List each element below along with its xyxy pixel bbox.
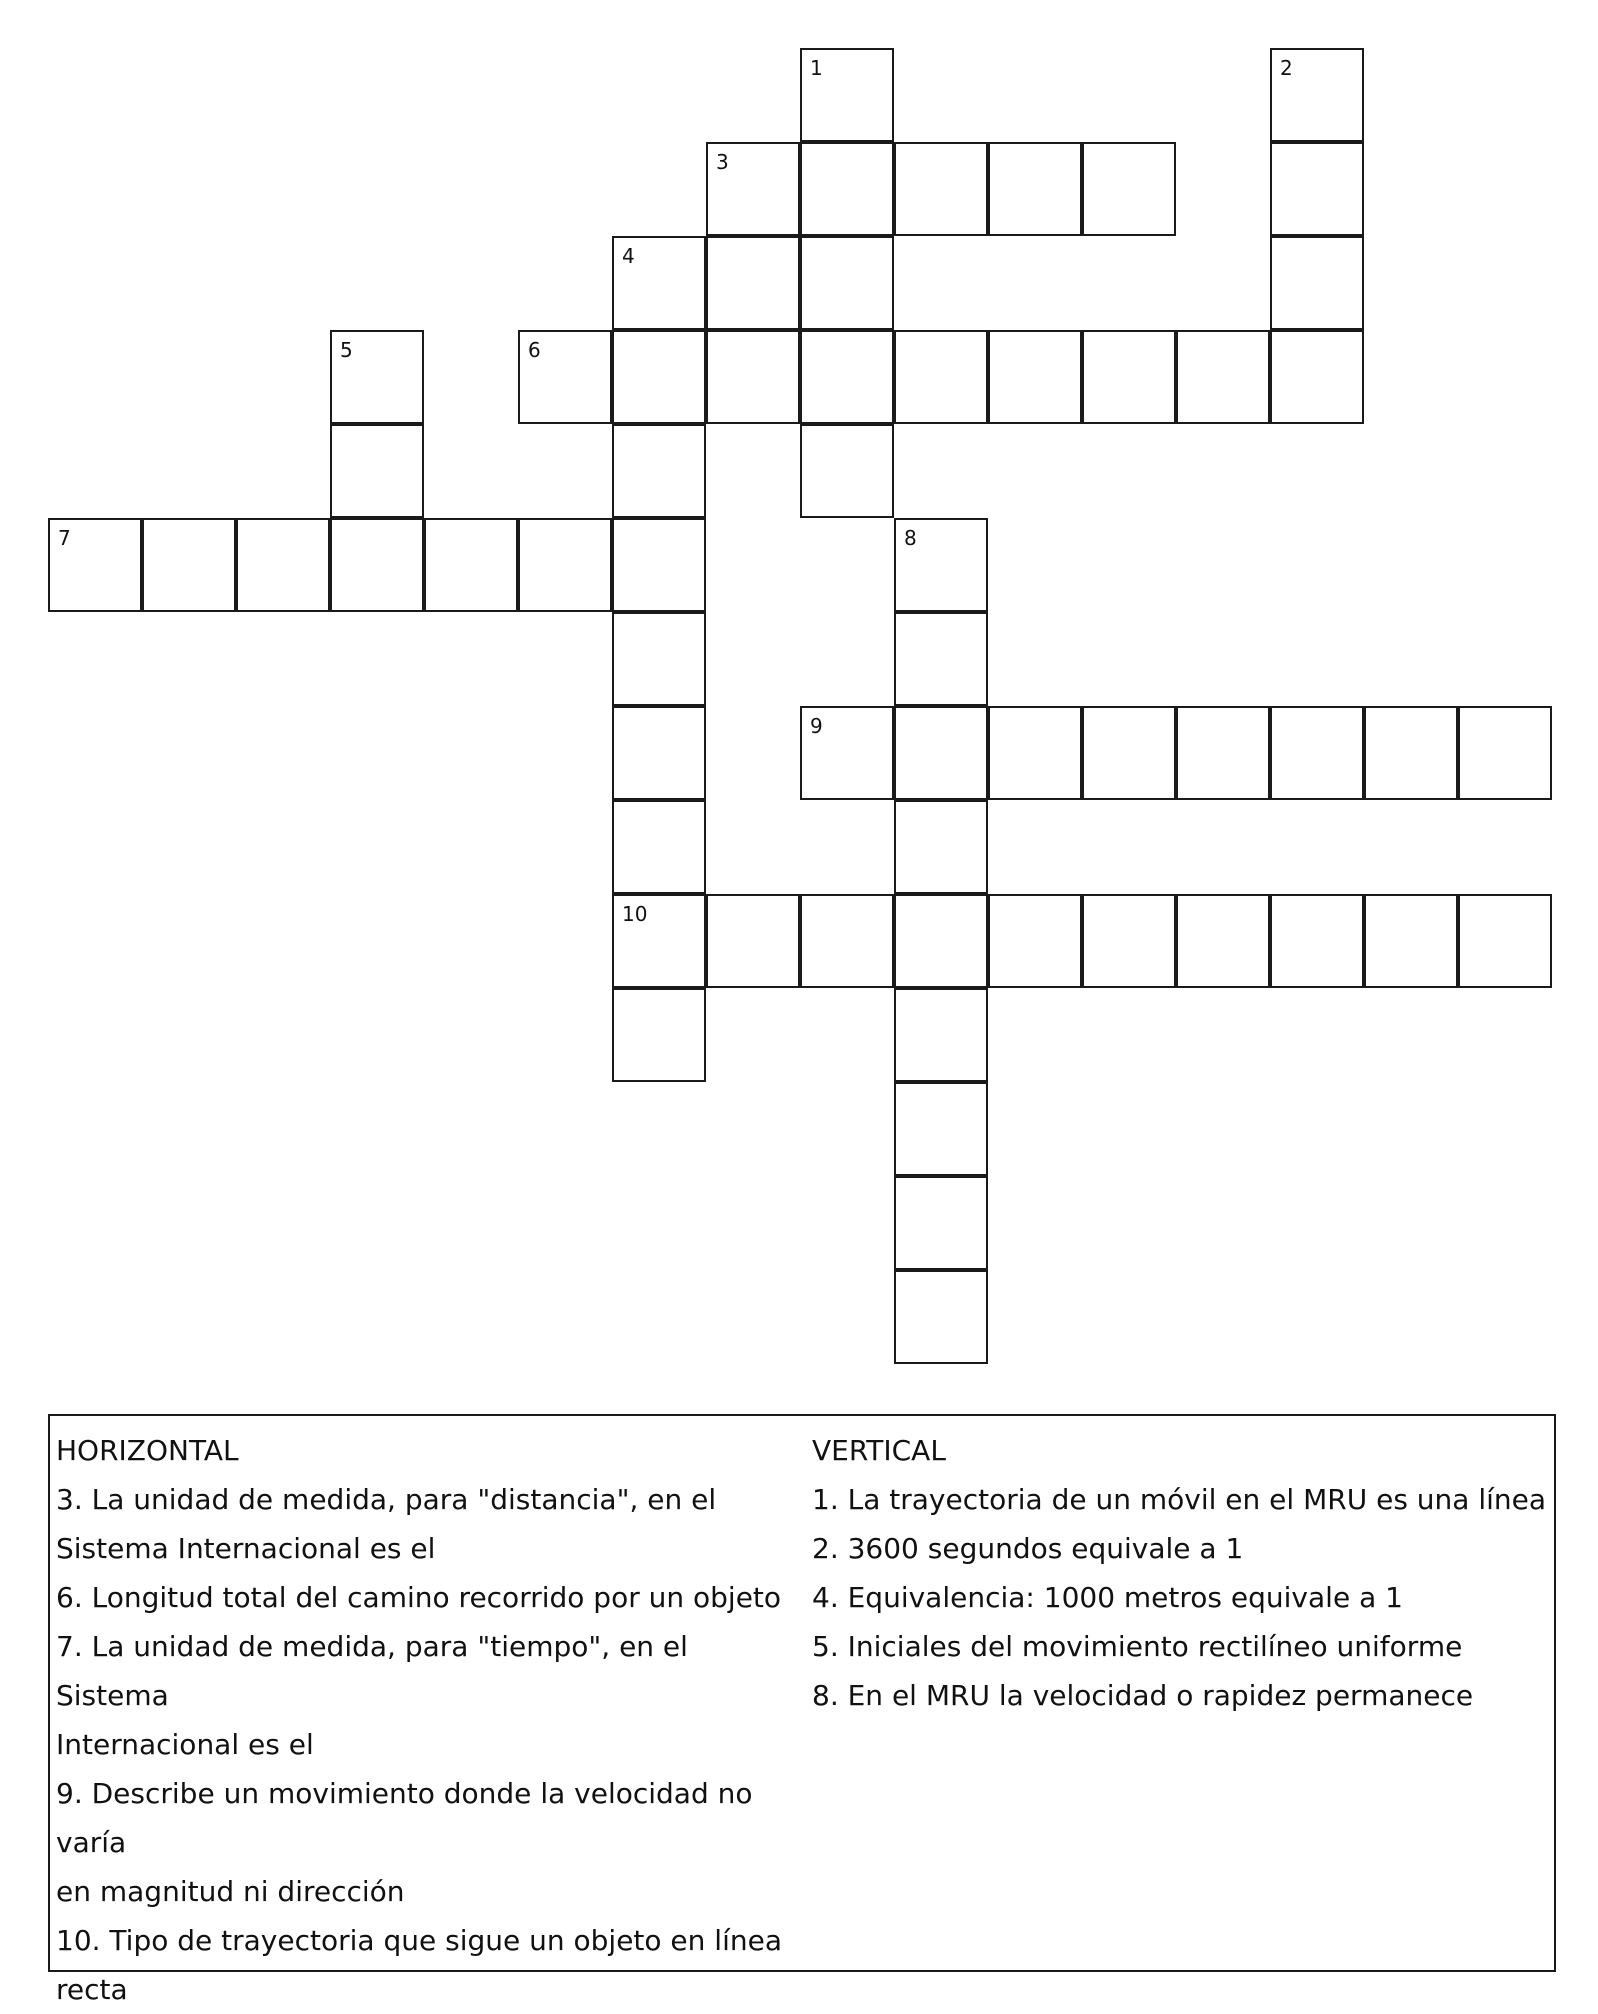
- crossword-cell[interactable]: [612, 424, 706, 518]
- crossword-cell[interactable]: [706, 894, 800, 988]
- crossword-cell[interactable]: [330, 518, 424, 612]
- crossword-cell[interactable]: [518, 330, 612, 424]
- crossword-cell[interactable]: [800, 894, 894, 988]
- crossword-cell[interactable]: [894, 518, 988, 612]
- crossword-cell[interactable]: [518, 518, 612, 612]
- clue-number: 2: [1280, 56, 1293, 80]
- crossword-cell[interactable]: [800, 48, 894, 142]
- crossword-cell[interactable]: [1364, 706, 1458, 800]
- crossword-cell[interactable]: [1270, 142, 1364, 236]
- horizontal-clues: [56, 1426, 806, 2014]
- crossword-cell[interactable]: [894, 1270, 988, 1364]
- crossword-cell[interactable]: [894, 612, 988, 706]
- crossword-cell[interactable]: [612, 988, 706, 1082]
- clue-line: 1. La trayectoria de un móvil en el MRU es una línea: [812, 1483, 1547, 1516]
- crossword-cell[interactable]: [1270, 330, 1364, 424]
- crossword-cell[interactable]: [1176, 894, 1270, 988]
- crossword-cell[interactable]: [1270, 894, 1364, 988]
- crossword-cell[interactable]: [612, 330, 706, 424]
- crossword-cell[interactable]: [800, 330, 894, 424]
- clue-number: 8: [904, 526, 917, 550]
- crossword-cell[interactable]: [706, 330, 800, 424]
- clue-line: 9. Describe un movimiento donde la velocidad no varía: [56, 1777, 753, 1859]
- crossword-cell[interactable]: [894, 1176, 988, 1270]
- crossword-cell[interactable]: [894, 142, 988, 236]
- crossword-cell[interactable]: [988, 142, 1082, 236]
- crossword-cell[interactable]: [1082, 330, 1176, 424]
- crossword-cell[interactable]: [800, 142, 894, 236]
- crossword-cell[interactable]: [48, 518, 142, 612]
- crossword-cell[interactable]: [1458, 894, 1552, 988]
- crossword-cell[interactable]: [612, 518, 706, 612]
- crossword-cell[interactable]: [988, 894, 1082, 988]
- clue-line: 10. Tipo de trayectoria que sigue un objeto en línea: [56, 1924, 782, 1957]
- clue-line: 3. La unidad de medida, para "distancia", en el: [56, 1483, 717, 1516]
- clue-line: recta: [56, 1973, 128, 2006]
- crossword-cell[interactable]: [800, 706, 894, 800]
- horizontal-heading: HORIZONTAL: [56, 1434, 239, 1467]
- crossword-cell[interactable]: [1458, 706, 1552, 800]
- crossword-cell[interactable]: [706, 236, 800, 330]
- crossword-cell[interactable]: [142, 518, 236, 612]
- crossword-cell[interactable]: [1270, 48, 1364, 142]
- crossword-cell[interactable]: [1364, 894, 1458, 988]
- vertical-heading: VERTICAL: [812, 1434, 946, 1467]
- crossword-cell[interactable]: [800, 424, 894, 518]
- crossword-cell[interactable]: [800, 236, 894, 330]
- clue-number: 10: [622, 902, 648, 926]
- crossword-cell[interactable]: [424, 518, 518, 612]
- clue-number: 7: [58, 526, 71, 550]
- clue-number: 6: [528, 338, 541, 362]
- clue-line: 2. 3600 segundos equivale a 1: [812, 1532, 1244, 1565]
- crossword-cell[interactable]: [894, 988, 988, 1082]
- clue-line: 5. Iniciales del movimiento rectilíneo uniforme: [812, 1630, 1463, 1663]
- crossword-cell[interactable]: [330, 424, 424, 518]
- crossword-cell[interactable]: [1270, 706, 1364, 800]
- crossword-cell[interactable]: [894, 894, 988, 988]
- clue-line: 4. Equivalencia: 1000 metros equivale a 1: [812, 1581, 1403, 1614]
- crossword-cell[interactable]: [894, 706, 988, 800]
- clues-box: [48, 1414, 1556, 2006]
- clue-number: 9: [810, 714, 823, 738]
- crossword-cell[interactable]: [612, 800, 706, 894]
- crossword-cell[interactable]: [1082, 894, 1176, 988]
- crossword-cell[interactable]: [1270, 236, 1364, 330]
- clue-line: 8. En el MRU la velocidad o rapidez permanece: [812, 1679, 1474, 1712]
- crossword-cell[interactable]: [1082, 706, 1176, 800]
- crossword-cell[interactable]: [612, 612, 706, 706]
- vertical-clues: [812, 1426, 1552, 1720]
- crossword-cell[interactable]: [612, 236, 706, 330]
- crossword-cell[interactable]: [330, 330, 424, 424]
- crossword-cell[interactable]: [988, 330, 1082, 424]
- crossword-cell[interactable]: [894, 1082, 988, 1176]
- clue-line: 6. Longitud total del camino recorrido por un objeto: [56, 1581, 782, 1614]
- crossword-cell[interactable]: [894, 330, 988, 424]
- crossword-cell[interactable]: [1082, 142, 1176, 236]
- clue-number: 1: [810, 56, 823, 80]
- crossword-cell[interactable]: [236, 518, 330, 612]
- crossword-cell[interactable]: [988, 706, 1082, 800]
- crossword-cell[interactable]: [1176, 330, 1270, 424]
- crossword-cell[interactable]: [706, 142, 800, 236]
- crossword-cell[interactable]: [1176, 706, 1270, 800]
- crossword-cell[interactable]: [612, 706, 706, 800]
- crossword-cell[interactable]: [894, 800, 988, 894]
- clue-line: 7. La unidad de medida, para "tiempo", en el Sistema: [56, 1630, 688, 1712]
- clue-number: 4: [622, 244, 635, 268]
- crossword-cell[interactable]: [612, 894, 706, 988]
- clue-line: Sistema Internacional es el: [56, 1532, 436, 1565]
- clue-number: 3: [716, 150, 729, 174]
- clue-number: 5: [340, 338, 353, 362]
- clue-line: en magnitud ni dirección: [56, 1875, 405, 1908]
- clue-line: Internacional es el: [56, 1728, 314, 1761]
